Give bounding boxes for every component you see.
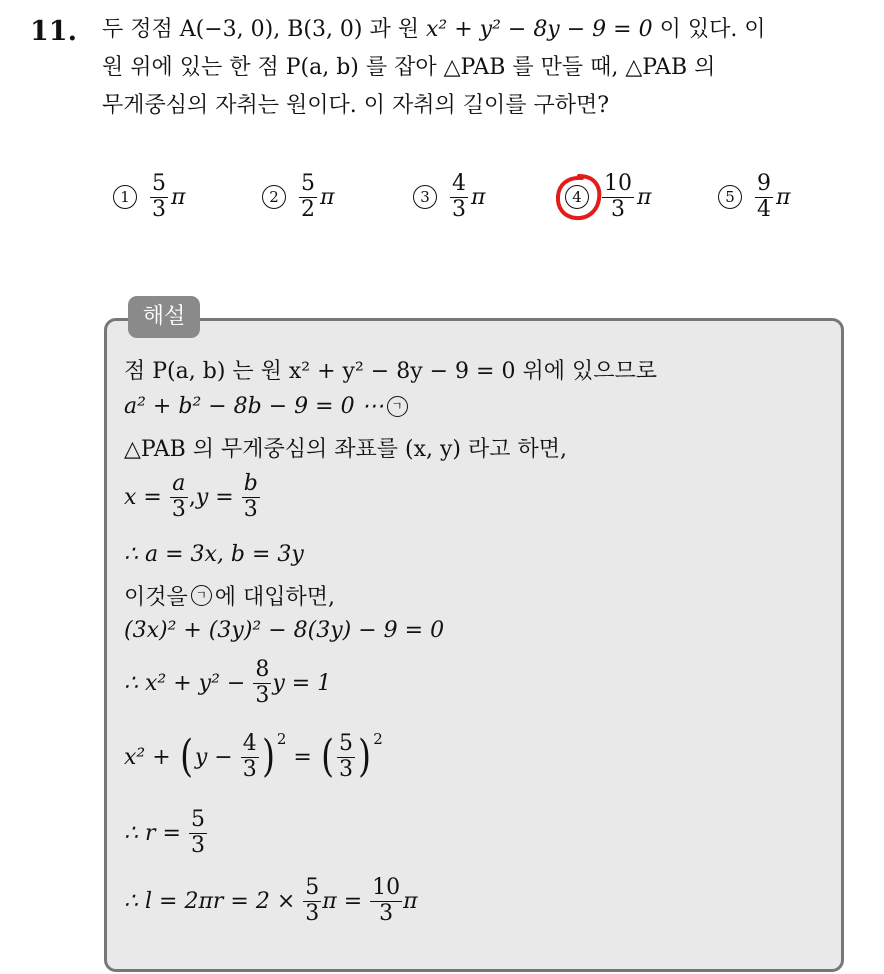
choice-3-num: 4 <box>452 170 466 196</box>
choice-4[interactable] <box>565 166 651 228</box>
problem-line-1 <box>102 15 766 45</box>
solution-label: 해설 <box>128 296 200 338</box>
problem-circle-equation: x² + y² − 8y − 9 = 0 <box>426 17 653 42</box>
l11-mid: π = <box>322 888 363 914</box>
choice-2-pi: π <box>320 184 335 210</box>
l11-num-1: 5 <box>305 875 320 900</box>
solution-line-10 <box>124 808 208 858</box>
choice-2-num: 5 <box>301 170 315 196</box>
choice-5-num: 9 <box>757 170 771 196</box>
l9-exp-2: 2 <box>373 730 383 748</box>
l8-fraction <box>253 658 271 708</box>
choice-1[interactable] <box>113 166 185 228</box>
solution-line-7: (3x)² + (3y)² − 8(3y) − 9 = 0 <box>124 618 445 643</box>
l10-pre: ∴ r = <box>124 820 181 846</box>
l11-post: π <box>403 888 418 914</box>
choice-4-num: 10 <box>604 170 632 196</box>
l9-num: 4 <box>242 731 257 756</box>
l10-num: 5 <box>190 807 205 832</box>
choice-1-den: 3 <box>152 196 166 222</box>
l9-exp: 2 <box>276 730 287 748</box>
l11-fraction-1 <box>303 876 321 926</box>
l9-fraction-2 <box>337 732 355 782</box>
y-fraction <box>242 472 260 522</box>
solution-line-6 <box>124 580 335 611</box>
choice-5-den: 4 <box>757 196 771 222</box>
choice-mark-4: 4 <box>565 185 589 209</box>
choice-1-fraction <box>150 172 168 222</box>
l11-num-2: 10 <box>372 875 401 900</box>
choice-mark-1: 1 <box>113 185 137 209</box>
l9-fraction <box>241 732 259 782</box>
choice-2-fraction <box>299 172 317 222</box>
l11-fraction-2 <box>370 876 402 926</box>
l9-mid: y − <box>194 744 233 770</box>
l9-num-2: 5 <box>339 731 354 756</box>
l11-den-2: 3 <box>379 900 394 926</box>
choice-4-fraction <box>602 172 634 222</box>
choice-2-den: 2 <box>301 196 315 222</box>
problem-line-1-prefix: 두 정점 A(−3, 0), B(3, 0) 과 원 <box>102 17 426 42</box>
solution-line-1: 점 P(a, b) 는 원 x² + y² − 8y − 9 = 0 위에 있으므로 <box>124 359 657 384</box>
choice-mark-3: 3 <box>413 185 437 209</box>
solution-line-5: ∴ a = 3x, b = 3y <box>124 542 304 567</box>
l8-num: 8 <box>255 657 270 682</box>
l9-close-paren: ) <box>261 731 275 783</box>
l9-open-paren-2: ( <box>320 731 334 783</box>
solution-line-11 <box>124 876 418 926</box>
l11-pre: ∴ l = 2πr = 2 × <box>124 888 296 914</box>
circled-mark-giyeok-2: ㄱ <box>191 585 212 606</box>
choice-3-pi: π <box>471 184 486 210</box>
solution-line-4 <box>124 472 261 522</box>
choice-5[interactable] <box>718 166 790 228</box>
x-frac-den: 3 <box>171 496 186 522</box>
l8-post: y = 1 <box>272 670 332 696</box>
x-frac-num: a <box>170 472 188 498</box>
problem-line-2: 원 위에 있는 한 점 P(a, b) 를 잡아 △PAB 를 만들 때, △PAB 의 <box>102 55 716 80</box>
y-frac-num: b <box>243 471 258 496</box>
y-equals: y = <box>195 484 234 510</box>
l9-eq: = <box>293 744 312 770</box>
l10-den: 3 <box>190 832 205 858</box>
l8-den: 3 <box>255 682 270 708</box>
choice-5-fraction <box>755 172 773 222</box>
choice-3-den: 3 <box>452 196 466 222</box>
x-fraction <box>170 472 188 522</box>
circled-mark-giyeok: ㄱ <box>387 396 408 417</box>
choice-1-pi: π <box>171 184 186 210</box>
l9-close-paren-2: ) <box>358 731 372 783</box>
choice-mark-2: 2 <box>262 185 286 209</box>
choice-5-pi: π <box>776 184 791 210</box>
solution-line-8 <box>124 658 331 708</box>
choice-mark-5: 5 <box>718 185 742 209</box>
l8-pre: ∴ x² + y² − <box>124 670 246 696</box>
problem-number: 11. <box>30 16 77 47</box>
l9-den: 3 <box>242 756 257 782</box>
choice-4-pi: π <box>637 184 652 210</box>
problem-line-1-suffix: 이 있다. 이 <box>652 17 766 42</box>
problem-line-3: 무게중심의 자취는 원이다. 이 자취의 길이를 구하면? <box>102 93 610 118</box>
solution-line-2-text: a² + b² − 8b − 9 = 0 ⋯ <box>124 394 384 419</box>
solution-line-6-b: 에 대입하면, <box>214 585 336 610</box>
solution-line-2 <box>124 394 411 419</box>
solution-line-6-a: 이것을 <box>124 585 188 610</box>
choice-3[interactable] <box>413 166 485 228</box>
choice-4-den: 3 <box>611 196 625 222</box>
x-equals: x = <box>124 484 162 510</box>
choice-2[interactable] <box>262 166 334 228</box>
y-frac-den: 3 <box>243 496 258 522</box>
l9-open-paren: ( <box>179 731 193 783</box>
choice-1-num: 5 <box>152 170 166 196</box>
comma-sep: , <box>188 484 196 510</box>
l11-den-1: 3 <box>305 900 320 926</box>
solution-line-9 <box>124 732 383 782</box>
choice-3-fraction <box>450 172 468 222</box>
l9-den-2: 3 <box>339 756 354 782</box>
l9-pre: x² + <box>124 744 171 770</box>
l10-fraction <box>189 808 207 858</box>
solution-line-3: △PAB 의 무게중심의 좌표를 (x, y) 라고 하면, <box>124 437 567 462</box>
